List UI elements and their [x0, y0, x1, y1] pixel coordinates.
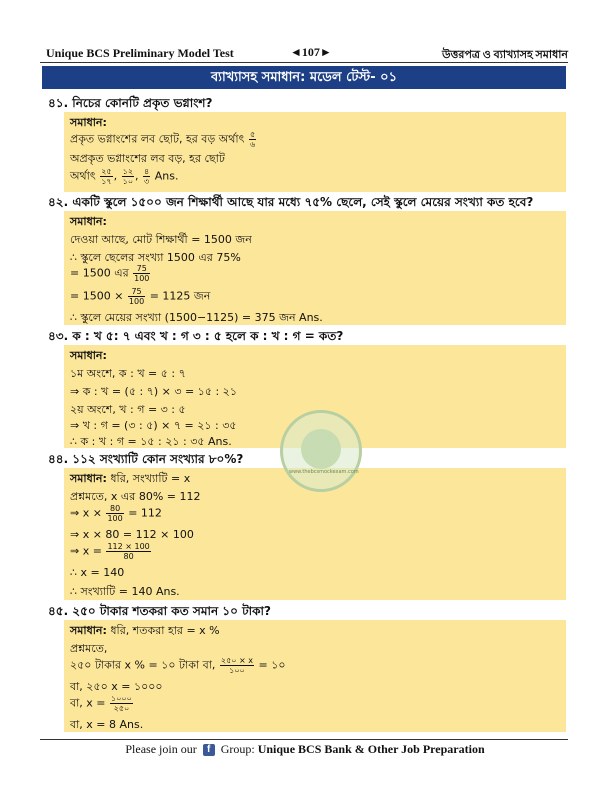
solution-line: দেওয়া আছে, মোট শিক্ষার্থী = 1500 জন — [70, 233, 252, 246]
section-title: উত্তরপত্র ও ব্যাখ্যাসহ সমাধান — [441, 49, 568, 61]
question-45: ৪৫. ২৫০ টাকার শতকরা কত সমান ১০ টাকা? — [48, 604, 271, 618]
question-41: ৪১. নিচের কোনটি প্রকৃত ভগ্নাংশ? — [48, 96, 213, 110]
solution-line: অপ্রকৃত ভগ্নাংশের লব বড়, হর ছোট — [70, 152, 225, 165]
solution-line: প্রকৃত ভগ্নাংশের লব ছোট, হর বড় অর্থাৎ $\frac{৫}{৬}$ — [70, 130, 256, 149]
solution-heading: সমাধান: — [70, 215, 107, 228]
fraction: $\frac{২৫}{১৭}$ — [101, 167, 112, 186]
solution-line: ২৫০ টাকার x % = ১০ টাকা বা, $\frac{২৫০ \times x}{১০০}$ = ১০ — [70, 656, 286, 675]
fraction: $\frac{১২}{১০}$ — [122, 167, 134, 186]
solution-45 — [64, 620, 566, 732]
solution-line: ২য় অংশে, খ : গ = ৩ : ৫ — [70, 403, 186, 416]
solution-line: = 1500 এর $\frac{75}{100}$ — [70, 264, 150, 283]
fraction: $\frac{75}{100}$ — [128, 287, 145, 306]
solution-line: ∴ x = 140 — [70, 566, 125, 579]
solution-line: অর্থাৎ $\frac{২৫}{১৭}$ , $\frac{১২}{১০}$ , $\frac{৪}{৩}$ Ans. — [70, 167, 179, 186]
fraction: $\frac{112 \times 100}{80}$ — [107, 542, 150, 561]
question-42: ৪২. একটি স্কুলে ১৫০০ জন শিক্ষার্থী আছে যার মধ্যে ৭৫% ছেলে, সেই স্কুলে মেয়ের সংখ্যা কত হবে? — [48, 195, 534, 209]
solution-line: ∴ সংখ্যাটি = 140 Ans. — [70, 585, 180, 598]
fraction: $\frac{৪}{৩}$ — [144, 167, 150, 186]
page-header — [40, 42, 568, 62]
book-title: Unique BCS Preliminary Model Test — [46, 46, 234, 60]
solution-heading: সমাধান: — [70, 116, 107, 129]
solution-line: ⇒ x = $\frac{112 \times 100}{80}$ — [70, 542, 150, 561]
solution-heading: সমাধান: ধরি, সংখ্যাটি = x — [70, 472, 191, 485]
solution-heading: সমাধান: ধরি, শতকরা হার = x % — [70, 624, 220, 637]
solution-heading: সমাধান: — [70, 349, 107, 362]
page-number: ◄107► — [290, 45, 332, 59]
fraction: $\frac{75}{100}$ — [134, 264, 150, 283]
solution-line: বা, x = 8 Ans. — [70, 718, 144, 731]
question-44: ৪৪. ১১২ সংখ্যাটি কোন সংখ্যার ৮০%? — [48, 452, 244, 466]
watermark-emblem-icon — [301, 429, 341, 469]
solution-line: বা, ২৫০ x = ১০০০ — [70, 680, 163, 693]
solution-line: ∴ স্কুলে ছেলের সংখ্যা 1500 এর 75% — [70, 251, 241, 264]
facebook-icon: f — [203, 744, 215, 756]
fraction: $\frac{৫}{৬}$ — [250, 130, 256, 149]
fraction: $\frac{১০০০}{২৫০}$ — [111, 694, 132, 713]
fraction: $\frac{২৫০ \times x}{১০০}$ — [220, 656, 254, 675]
solution-41 — [64, 112, 566, 192]
solution-line: ⇒ খ : গ = (৩ : ৫) × ৭ = ২১ : ৩৫ — [70, 419, 237, 432]
fraction: $\frac{80}{100}$ — [107, 504, 123, 523]
solution-line: ∴ ক : খ : গ = ১৫ : ২১ : ৩৫ Ans. — [70, 435, 232, 448]
page-footer: Please join our f Group: Unique BCS Bank & Other Job Preparation — [125, 742, 485, 756]
question-43: ৪৩. ক : খ ৫: ৭ এবং খ : গ ৩ : ৫ হলে ক : খ : গ = কত? — [48, 329, 344, 343]
solution-line: প্রশ্নমতে, — [70, 642, 108, 655]
solution-line: ⇒ ক : খ = (৫ : ৭) × ৩ = ১৫ : ২১ — [70, 385, 237, 398]
solution-line: = 1500 × $\frac{75}{100}$ = 1125 জন — [70, 287, 211, 306]
solution-line: ⇒ x × $\frac{80}{100}$ = 112 — [70, 504, 162, 523]
solution-line: ১ম অংশে, ক : খ = ৫ : ৭ — [70, 367, 186, 380]
solution-line: ∴ স্কুলে মেয়ের সংখ্যা (1500−1125) = 375 জন Ans. — [70, 311, 323, 324]
watermark-text: www.thebcsmockexam.com — [289, 469, 359, 475]
solution-line: প্রশ্নমতে, x এর 80% = 112 — [70, 490, 201, 503]
solution-line: ⇒ x × 80 = 112 × 100 — [70, 528, 194, 541]
watermark-logo-icon — [280, 410, 362, 492]
page-title: ব্যাখ্যাসহ সমাধান: মডেল টেস্ট- ০১ — [42, 66, 566, 89]
footer-divider — [40, 739, 568, 740]
solution-42 — [64, 211, 566, 325]
solution-line: বা, x = $\frac{১০০০}{২৫০}$ — [70, 694, 132, 713]
header-divider — [40, 62, 568, 63]
group-name[interactable]: Unique BCS Bank & Other Job Preparation — [257, 742, 485, 756]
